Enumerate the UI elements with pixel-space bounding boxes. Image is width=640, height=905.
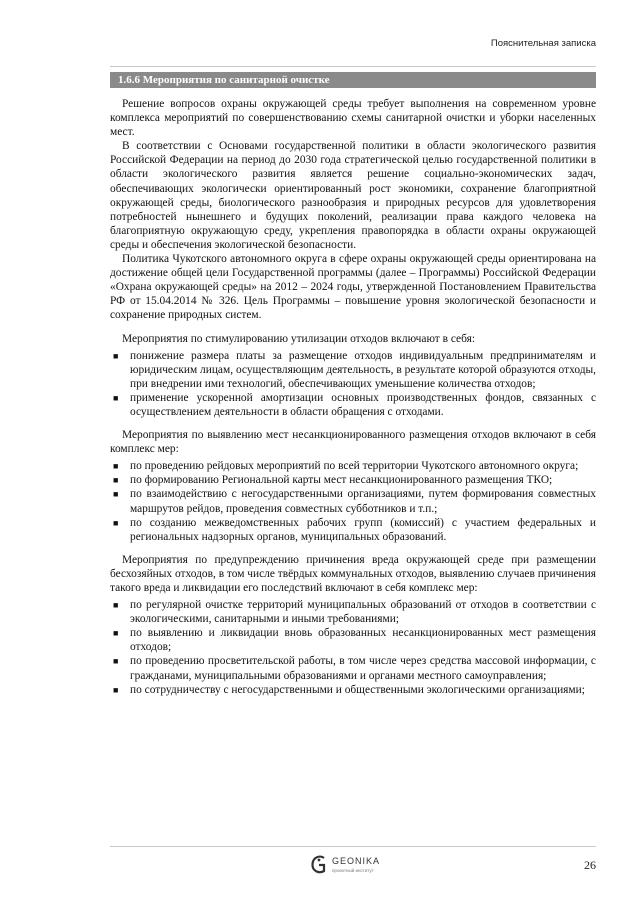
paragraph: Политика Чукотского автономного округа в сфере охраны окружающей среды ориентирована на достижение общей цели Государственной программы (далее – Программы) Российской Федерации «Охрана окружающей среды» на 2012 – 2024 годы, утвержденной Постановлением Правительства РФ от 15.04.2014 № 326. Цель Программы – повышение уровня экологической безопасности и сохранение природных систем. (110, 253, 596, 322)
list-item: ■ по регулярной очистке территорий муниципальных образований от отходов в соответствии с экологическими, санитарными и иными требованиями; (113, 599, 596, 626)
bullet-icon: ■ (113, 656, 119, 667)
list-item: ■ по выявлению и ликвидации вновь образованных несанкционированных мест размещения отходов; (113, 627, 596, 654)
header-divider (110, 66, 596, 67)
list-lead: Мероприятия по выявлению мест несанкционированного размещения отходов включают в себя комплекс мер: (110, 429, 596, 456)
document-body (110, 97, 596, 697)
list-lead: Мероприятия по предупреждению причинения вреда окружающей среде при размещении бесхозяйных отходов, в том числе твёрдых коммунальных отходов, выявлению случаев причинения такого вреда и ликвидации его последствий включают в себя комплекс мер: (110, 553, 596, 594)
footer-divider (110, 846, 596, 847)
bullet-icon: ■ (113, 350, 119, 361)
list-item: ■ по сотрудничеству с негосударственными и общественными экологическими организациями; (113, 683, 585, 696)
list-item: ■ по взаимодействию с негосударственными организациями, путем формирования совместных маршрутов рейдов, проведения совместных субботников и т.п.; (113, 488, 596, 515)
bullet-icon: ■ (113, 517, 119, 528)
bullet-icon: ■ (113, 628, 119, 639)
bullet-icon: ■ (113, 461, 119, 472)
paragraph: Решение вопросов охраны окружающей среды требует выполнения на современном уровне комплекса мероприятий по совершенствованию схемы санитарной очистки и уборки населенных мест. (110, 98, 596, 139)
bullet-icon: ■ (113, 475, 119, 486)
list-item: ■ по формированию Региональной карты мест несанкционированного размещения ТКО; (113, 474, 553, 487)
list-lead: Мероприятия по стимулированию утилизации отходов включают в себя: (122, 332, 476, 345)
geonika-logo-icon (310, 854, 328, 876)
logo-subtext: проектный институт (332, 868, 374, 873)
page-number: 26 (584, 858, 596, 872)
list-item: ■ понижение размера платы за размещение отходов индивидуальным предпринимателям и юридическим лицам, осуществляющим деятельность, в результате которой образуются отходы, при внедрении ими технологий, обеспечивающих уменьшение количества отходов; (113, 349, 596, 390)
bullet-icon: ■ (113, 392, 119, 403)
bullet-icon: ■ (113, 684, 119, 695)
paragraph: В соответствии с Основами государственной политики в области экологического развития Российской Федерации на период до 2030 года стратегической целью государственной политики в области экологического развития является решение социально-экономических задач, обеспечивающих экологически ориентированный рост экономики, сохранение благоприятной окружающей среды, биологического разнообразия и природных ресурсов для удовлетворения потребностей нынешнего и будущих поколений, реализации права каждого человека на благоприятную окружающую среду, укрепления правопорядка в области охраны окружающей среды и обеспечения экологической безопасности. (110, 140, 596, 251)
logo-text: GEONIKA (332, 856, 381, 866)
list-item: ■ по проведению просветительской работы, в том числе через средства массовой информации, с гражданами, муниципальными образованиями и органами местного самоуправления; (113, 655, 596, 682)
bullet-list (110, 349, 596, 419)
section-heading: 1.6.6 Мероприятия по санитарной очистке (110, 72, 596, 88)
bullet-icon: ■ (113, 600, 119, 611)
list-item: ■ по проведению рейдовых мероприятий по всей территории Чукотского автономного округа; (113, 460, 579, 473)
bullet-list (110, 598, 596, 697)
list-item: ■ применение ускоренной амортизации основных производственных фондов, связанных с осуществлением деятельности в области обращения с отходами. (113, 391, 596, 418)
list-item: ■ по созданию межведомственных рабочих групп (комиссий) с участием федеральных и региональных надзорных органов, муниципальных образований. (113, 516, 596, 543)
page-header-title: Пояснительная записка (490, 38, 596, 49)
bullet-icon: ■ (113, 489, 119, 500)
geonika-logo (310, 853, 400, 879)
bullet-list (110, 459, 596, 544)
